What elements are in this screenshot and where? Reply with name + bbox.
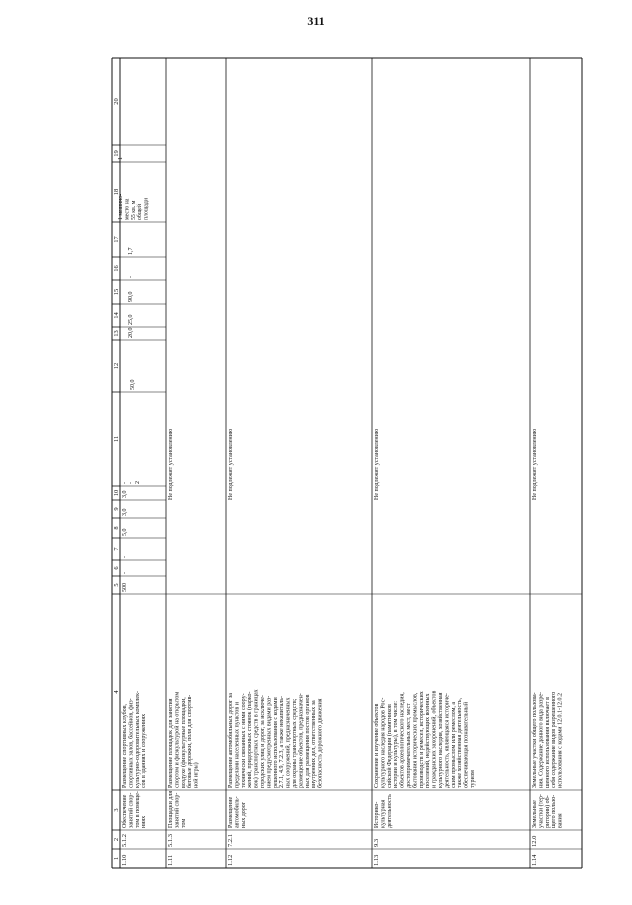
not-established-note: Не подлежит установлению: [228, 428, 234, 500]
row-description-line: спортом и физкультурой на открытом: [174, 691, 181, 788]
not-established-note: Не подлежит установлению: [168, 428, 174, 500]
row-description-line: шенного использования включает в: [544, 697, 551, 788]
row-value-c18: 1 машино-: [118, 193, 124, 220]
row-description-line: ных для размещения постов органов: [304, 694, 311, 788]
row-code: 9.3: [373, 838, 380, 847]
row-value-c13: 20,0: [128, 327, 134, 338]
row-description-line: обеспечивающая познавательный: [463, 701, 470, 788]
row-name-line: Площадки для: [168, 790, 174, 828]
not-established-note: Не подлежит установлению: [374, 428, 380, 500]
row-value-c19: 1: [118, 157, 124, 160]
column-number: 11: [113, 435, 120, 443]
row-description-line: воздухе (физкультурные площадки,: [180, 697, 187, 788]
row-code: 5.1.2: [121, 834, 128, 847]
row-description-line: Размещение спортивных клубов,: [122, 703, 128, 788]
row-description-line: Размещение автомобильных дорог за: [228, 693, 234, 788]
row-description-line: культурно-оздоровительных комплек-: [134, 690, 141, 788]
column-number: 13: [113, 330, 120, 337]
row-name-line: ниях: [141, 815, 148, 828]
row-name-line: занятий спор-: [128, 792, 135, 828]
row-description-line: беговые дорожки, поля для спортив-: [187, 694, 194, 788]
row-value-c6: -: [122, 572, 128, 574]
row-description-line: технически связанных с ними соору-: [240, 693, 247, 788]
row-number: 1.14: [531, 854, 538, 866]
row-description-line: Земельные участки общего пользова-: [532, 692, 538, 788]
row-description-line: объектов археологического наследия,: [399, 692, 406, 788]
row-description-line: также хозяйственная деятельность,: [457, 697, 464, 788]
row-description-line: внутренних дел, ответственных за: [311, 700, 318, 788]
row-value-c11: -: [128, 482, 135, 484]
row-description-line: Размещение площадок для занятия: [168, 698, 174, 788]
column-number: 1: [113, 856, 120, 861]
column-number: 4: [113, 690, 120, 694]
column-number: 9: [113, 507, 120, 511]
row-number: 1.11: [167, 854, 174, 866]
row-value-c18: площади: [143, 198, 150, 220]
row-description-line: спортивных залов, бассейнов, физ-: [128, 698, 135, 788]
column-number: 19: [113, 150, 120, 157]
row-code: 5.1.3: [167, 834, 174, 847]
row-code: 7.2.1: [227, 834, 234, 847]
row-value-c15: 90,0: [128, 291, 134, 302]
row-description-line: вок) транспортных средств в границах: [253, 689, 260, 788]
row-name-line: Размещение: [228, 796, 234, 828]
row-description-line: себя содержание видов разрешенного: [551, 691, 558, 788]
row-value-c12: 50,0: [130, 379, 136, 390]
row-description-line: истории и культуры), в том числе:: [393, 701, 400, 788]
column-number: 15: [113, 288, 120, 296]
row-number: 1.13: [373, 854, 380, 866]
row-value-c9: 3,0: [122, 508, 128, 516]
row-value-c7: -: [122, 556, 128, 558]
column-number: 16: [113, 265, 120, 272]
row-name-line: вания: [557, 813, 564, 828]
row-value-c16: -: [128, 276, 134, 278]
row-name-line: Земельные: [532, 800, 538, 828]
column-number: 20: [113, 98, 120, 105]
row-description-line: ским промыслом или ремеслом, а: [450, 701, 457, 788]
column-number: 8: [113, 526, 120, 530]
row-description-line: культурного наследия народов Рос-: [380, 697, 387, 788]
row-name-line: том в помеще-: [134, 791, 141, 828]
row-description-line: туризм: [470, 770, 476, 788]
row-number: 1.12: [227, 854, 234, 866]
row-code: 12.0: [531, 835, 538, 847]
row-value-c11: -: [122, 482, 128, 484]
row-value-c18: 55 кв. м: [130, 200, 137, 220]
row-description-line: 2.7.1, 4.9, 7.2.3, а также некапиталь-: [279, 695, 286, 788]
row-description-line: ной игры): [193, 762, 200, 788]
column-number: 7: [113, 547, 120, 551]
row-description-line: для охраны транспортных средств;: [292, 698, 298, 788]
row-name-line: ных дорог: [240, 801, 247, 828]
column-number: 3: [113, 808, 120, 812]
row-description-line: сов в зданиях и сооружениях: [141, 713, 148, 788]
row-name-line: занятий спор-: [174, 792, 181, 828]
row-value-c11: 2: [134, 481, 141, 484]
row-name-line: участки (тер-: [538, 794, 545, 828]
page-number: 311: [307, 14, 325, 28]
row-value-c18: общей: [137, 204, 144, 220]
row-description-line: производств и ремесел, исторических: [418, 691, 425, 788]
column-number: 6: [113, 566, 120, 570]
row-description-line: деятельность, являющаяся историче-: [444, 693, 451, 788]
row-name-line: Обеспечение: [122, 794, 128, 828]
row-description-line: сийской Федерации (памятников: [386, 704, 393, 788]
row-description-line: безопасность дорожного движения: [317, 698, 324, 788]
row-value-c14: 25,0: [128, 314, 134, 325]
row-name-line: деятельность: [386, 794, 393, 828]
row-value-c18: место на: [124, 198, 131, 220]
row-value-c10: 3,0: [122, 490, 128, 498]
row-description-line: ния. Содержание данного вида разре-: [538, 691, 545, 788]
row-description-line: Сохранение и изучение объектов: [374, 703, 380, 788]
column-number: 5: [113, 583, 120, 587]
row-description-line: использования с кодами 12.0.1-12.0.2: [557, 693, 564, 788]
row-name-line: щего пользо-: [551, 794, 558, 828]
column-number: 18: [113, 188, 120, 196]
row-description-line: ных сооружений, предназначенных: [285, 697, 292, 788]
row-name-line: автомобиль-: [234, 796, 241, 828]
row-number: 1.10: [121, 854, 128, 866]
row-description-line: городских улиц и дорог, за исключе-: [260, 695, 266, 788]
column-number: 2: [113, 837, 120, 842]
row-name-line: Историко-: [374, 801, 380, 828]
row-value-c8: 5,0: [122, 528, 128, 536]
column-number: 17: [113, 236, 120, 243]
row-description-line: культурного наследия, хозяйственная: [438, 692, 444, 788]
row-description-line: поселений, недействующих военных: [425, 693, 432, 788]
column-number: 10: [113, 489, 120, 497]
row-name-line: ритории) об-: [544, 795, 551, 828]
table-cells: [113, 98, 564, 866]
row-value-c5: 500: [122, 583, 128, 592]
row-name-line: том: [180, 818, 187, 828]
row-description-line: размещение объектов, предназначен-: [298, 693, 305, 788]
column-number: 14: [113, 312, 120, 319]
row-description-line: и гражданских захоронений, объектов: [431, 690, 438, 788]
not-established-note: Не подлежит установлению: [532, 428, 538, 500]
row-description-line: нием предусмотренных видами раз-: [266, 695, 273, 788]
column-number: 12: [113, 362, 120, 370]
row-name-line: культурная: [380, 799, 387, 828]
row-value-c17: 1,7: [128, 247, 134, 255]
row-description-line: решенного использования с кодами: [272, 697, 279, 788]
row-description-line: достопримечательных мест, мест: [406, 703, 412, 788]
row-description-line: пределами населенных пунктов и: [234, 702, 241, 788]
row-description-line: жений, придорожных стоянок (парко-: [247, 691, 254, 788]
row-description-line: бытования исторических промыслов,: [412, 692, 419, 788]
